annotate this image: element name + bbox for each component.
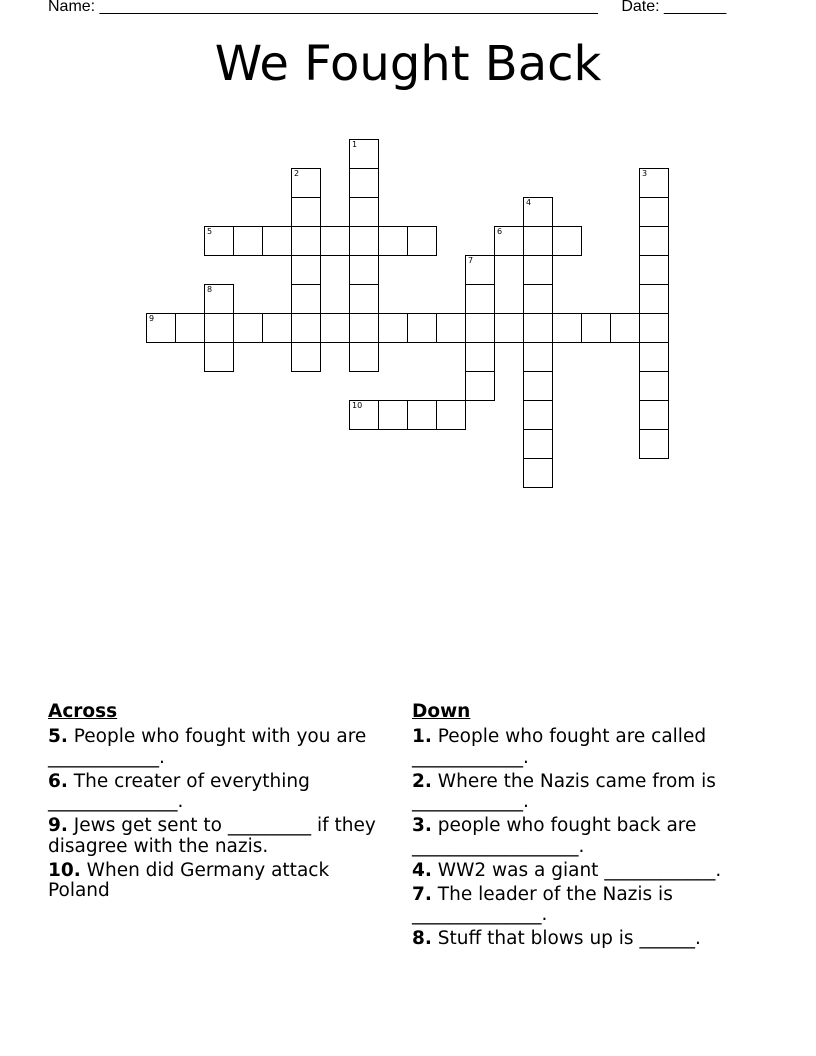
grid-cell[interactable] — [407, 400, 437, 430]
across-clue-6: 6. The creater of everything ______________. — [48, 770, 310, 812]
grid-cell[interactable] — [262, 313, 292, 343]
grid-cell[interactable] — [523, 400, 553, 430]
across-clue-10: 10. When did Germany attack Poland — [48, 859, 330, 901]
grid-cell[interactable] — [639, 400, 669, 430]
grid-cell[interactable] — [639, 255, 669, 285]
crossword-grid — [0, 0, 816, 470]
across-clue-9: 9. Jews get sent to _________ if they disagree with the nazis. — [48, 815, 376, 857]
down-clues — [412, 701, 752, 953]
grid-cell[interactable] — [639, 371, 669, 401]
grid-cell[interactable] — [291, 197, 321, 227]
grid-cell[interactable] — [204, 226, 234, 256]
across-clues — [48, 701, 388, 905]
grid-cell[interactable] — [262, 226, 292, 256]
grid-cell[interactable] — [639, 197, 669, 227]
grid-cell[interactable] — [465, 342, 495, 372]
name-field-label[interactable]: Name: ________________________________________________________ — [48, 0, 598, 15]
grid-cell[interactable] — [291, 168, 321, 198]
cell-number: 5 — [207, 227, 213, 236]
across-heading: Across — [48, 701, 118, 722]
grid-cell[interactable] — [494, 313, 524, 343]
grid-cell[interactable] — [378, 400, 408, 430]
grid-cell[interactable] — [204, 342, 234, 372]
down-clue-7: 7. The leader of the Nazis is ______________. — [412, 883, 673, 925]
grid-cell[interactable] — [378, 313, 408, 343]
grid-cell[interactable] — [523, 255, 553, 285]
grid-cell[interactable] — [378, 226, 408, 256]
grid-cell[interactable] — [436, 400, 466, 430]
grid-cell[interactable] — [349, 168, 379, 198]
grid-cell[interactable] — [639, 429, 669, 459]
cell-number: 2 — [294, 169, 300, 178]
grid-cell[interactable] — [146, 313, 176, 343]
grid-cell[interactable] — [349, 226, 379, 256]
date-field-label[interactable]: Date: _______ — [621, 0, 727, 15]
grid-cell[interactable] — [523, 342, 553, 372]
across-clue-5: 5. People who fought with you are ____________. — [48, 726, 367, 768]
grid-cell[interactable] — [233, 226, 263, 256]
down-clue-8: 8. Stuff that blows up is ______. — [412, 928, 701, 949]
grid-cell[interactable] — [523, 429, 553, 459]
grid-cell[interactable] — [523, 313, 553, 343]
grid-cell[interactable] — [349, 400, 379, 430]
down-heading: Down — [412, 701, 471, 722]
grid-cell[interactable] — [523, 284, 553, 314]
grid-cell[interactable] — [349, 313, 379, 343]
grid-cell[interactable] — [349, 284, 379, 314]
down-clue-1: 1. People who fought are called ____________. — [412, 726, 707, 768]
down-clue-4: 4. WW2 was a giant ____________. — [412, 859, 722, 881]
grid-cell[interactable] — [552, 313, 582, 343]
grid-cell[interactable] — [465, 371, 495, 401]
cell-number: 6 — [497, 227, 503, 236]
grid-cell[interactable] — [639, 226, 669, 256]
cell-number: 8 — [207, 285, 213, 294]
cell-number: 10 — [352, 401, 363, 410]
down-clue-2: 2. Where the Nazis came from is ____________. — [412, 770, 716, 812]
grid-cell[interactable] — [320, 226, 350, 256]
grid-cell[interactable] — [465, 284, 495, 314]
grid-cell[interactable] — [581, 313, 611, 343]
cell-number: 9 — [149, 314, 155, 323]
grid-cell[interactable] — [407, 313, 437, 343]
grid-cell[interactable] — [639, 284, 669, 314]
cell-number: 7 — [468, 256, 474, 265]
grid-cell[interactable] — [523, 458, 553, 488]
grid-cell[interactable] — [204, 284, 234, 314]
grid-cell[interactable] — [233, 313, 263, 343]
down-clue-3: 3. people who fought back are __________________. — [412, 815, 697, 857]
cell-number: 1 — [352, 140, 358, 149]
cell-number: 3 — [642, 169, 648, 178]
grid-cell[interactable] — [320, 313, 350, 343]
grid-cell[interactable] — [552, 226, 582, 256]
grid-cell[interactable] — [494, 226, 524, 256]
grid-cell[interactable] — [291, 226, 321, 256]
grid-cell[interactable] — [291, 255, 321, 285]
grid-cell[interactable] — [465, 313, 495, 343]
grid-cell[interactable] — [523, 371, 553, 401]
grid-cell[interactable] — [610, 313, 640, 343]
page-title: We Fought Back — [214, 36, 602, 92]
grid-cell[interactable] — [349, 139, 379, 169]
grid-cell[interactable] — [639, 313, 669, 343]
grid-cell[interactable] — [291, 342, 321, 372]
grid-cell[interactable] — [523, 226, 553, 256]
grid-cell[interactable] — [291, 313, 321, 343]
grid-cell[interactable] — [349, 342, 379, 372]
grid-cell[interactable] — [465, 255, 495, 285]
grid-cell[interactable] — [204, 313, 234, 343]
grid-cell[interactable] — [436, 313, 466, 343]
grid-cell[interactable] — [291, 284, 321, 314]
grid-cell[interactable] — [639, 168, 669, 198]
cell-number: 4 — [526, 198, 532, 207]
grid-cell[interactable] — [523, 197, 553, 227]
grid-cell[interactable] — [349, 197, 379, 227]
grid-cell[interactable] — [407, 226, 437, 256]
grid-cell[interactable] — [349, 255, 379, 285]
grid-cell[interactable] — [639, 342, 669, 372]
grid-cell[interactable] — [175, 313, 205, 343]
